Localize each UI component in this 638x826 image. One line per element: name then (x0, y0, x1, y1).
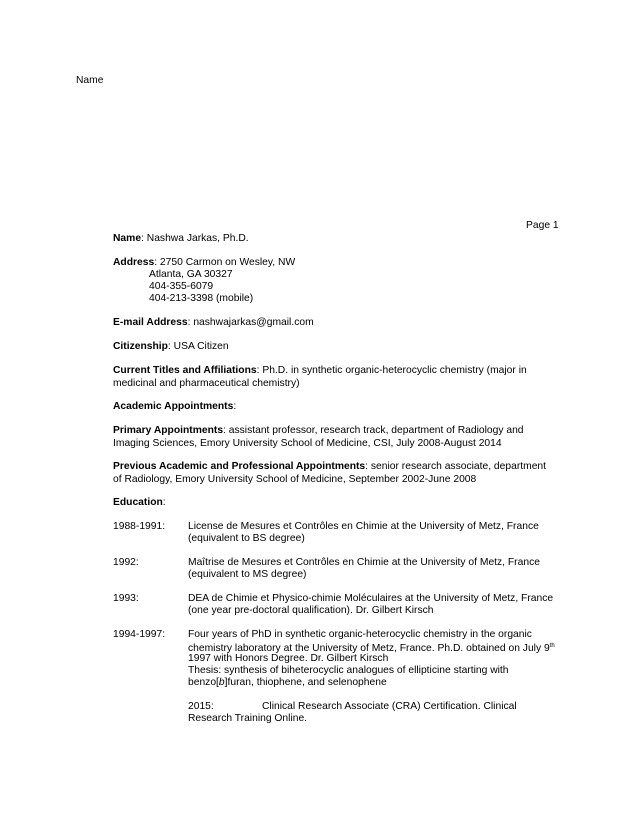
education-desc-line: 1997 with Honors Degree. Dr. Gilbert Kirsch (188, 653, 389, 664)
education-date: 1988-1991: (113, 521, 166, 532)
name-label: Name (113, 233, 142, 244)
academic-label: Academic Appointments (113, 401, 234, 412)
education-desc-line: (one year pre-doctoral qualification). Dr. Gilbert Kirsch (188, 605, 434, 616)
header-name-label: Name (76, 75, 104, 86)
previous-line-1 (113, 460, 546, 473)
address-phone: 404-355-6079 (149, 281, 214, 292)
education-desc-line: DEA de Chimie et Physico-chimie Moléculaires at the University of Metz, France (188, 593, 554, 604)
cert-date: 2015: (188, 701, 214, 712)
education-date: 1992: (113, 557, 139, 568)
education-label: Education (113, 497, 163, 508)
education-date: 1994-1997: (113, 629, 166, 640)
primary-line-2: Imaging Sciences, Emory University School of Medicine, CSI, July 2008-August 2014 (113, 438, 502, 449)
address-street: : 2750 Carmon on Wesley, NW (154, 257, 296, 268)
address-city: Atlanta, GA 30327 (149, 269, 233, 280)
education-date: 1993: (113, 593, 139, 604)
education-desc-line: Four years of PhD in synthetic organic-heterocyclic chemistry in the organic (188, 629, 532, 640)
email-line (113, 316, 314, 329)
ordinal-superscript: th (549, 643, 555, 649)
education-suffix: : (162, 497, 166, 508)
thesis-text-c: ]furan, thiophene, and selenophene (224, 677, 387, 688)
previous-line-2: of Radiology, Emory University School of Medicine, September 2002-June 2008 (113, 474, 477, 485)
citizenship-line (113, 340, 229, 353)
cert-line-2: Research Training Online. (188, 713, 308, 724)
education-desc-line: (equivalent to BS degree) (188, 533, 305, 544)
thesis-line-2 (188, 676, 387, 689)
page-number: Page 1 (526, 220, 559, 231)
primary-label: Primary Appointments (113, 425, 224, 436)
titles-label: Current Titles and Affiliations (113, 365, 257, 376)
thesis-text-a: benzo[ (188, 677, 219, 688)
education-line (113, 496, 166, 509)
primary-line-1 (113, 424, 524, 437)
titles-line-1 (113, 364, 527, 377)
titles-line-2: medicinal and pharmaceutical chemistry) (113, 378, 300, 389)
name-value: : Nashwa Jarkas, Ph.D. (141, 233, 249, 244)
thesis-line: Thesis: synthesis of biheterocyclic analogues of ellipticine starting with (188, 665, 509, 676)
thesis-italic: b (218, 677, 225, 688)
citizenship-label: Citizenship (113, 341, 168, 352)
education-desc-line: (equivalent to MS degree) (188, 569, 307, 580)
academic-line (113, 400, 236, 413)
academic-suffix: : (233, 401, 237, 412)
education-desc-line: Maîtrise de Mesures et Contrôles en Chimie at the University of Metz, France (188, 557, 540, 568)
name-line (113, 232, 249, 245)
email-label: E-mail Address (113, 317, 188, 328)
address-label: Address (113, 257, 155, 268)
primary-value-1: : assistant professor, research track, department of Radiology and (223, 425, 524, 436)
previous-value-1: : senior research associate, department (365, 461, 547, 472)
citizenship-value: : USA Citizen (167, 341, 229, 352)
titles-value-1: : Ph.D. in synthetic organic-heterocyclic chemistry (major in (256, 365, 527, 376)
phd-date-text: chemistry laboratory at the University of Metz, France. Ph.D. obtained on July 9 (188, 643, 550, 654)
email-value: : nashwajarkas@gmail.com (187, 317, 314, 328)
education-desc-line: License de Mesures et Contrôles en Chimie at the University of Metz, France (188, 521, 539, 532)
cert-line-1: Clinical Research Associate (CRA) Certification. Clinical (262, 701, 517, 712)
address-mobile: 404-213-3398 (mobile) (149, 293, 254, 304)
previous-label: Previous Academic and Professional Appointments (113, 461, 366, 472)
